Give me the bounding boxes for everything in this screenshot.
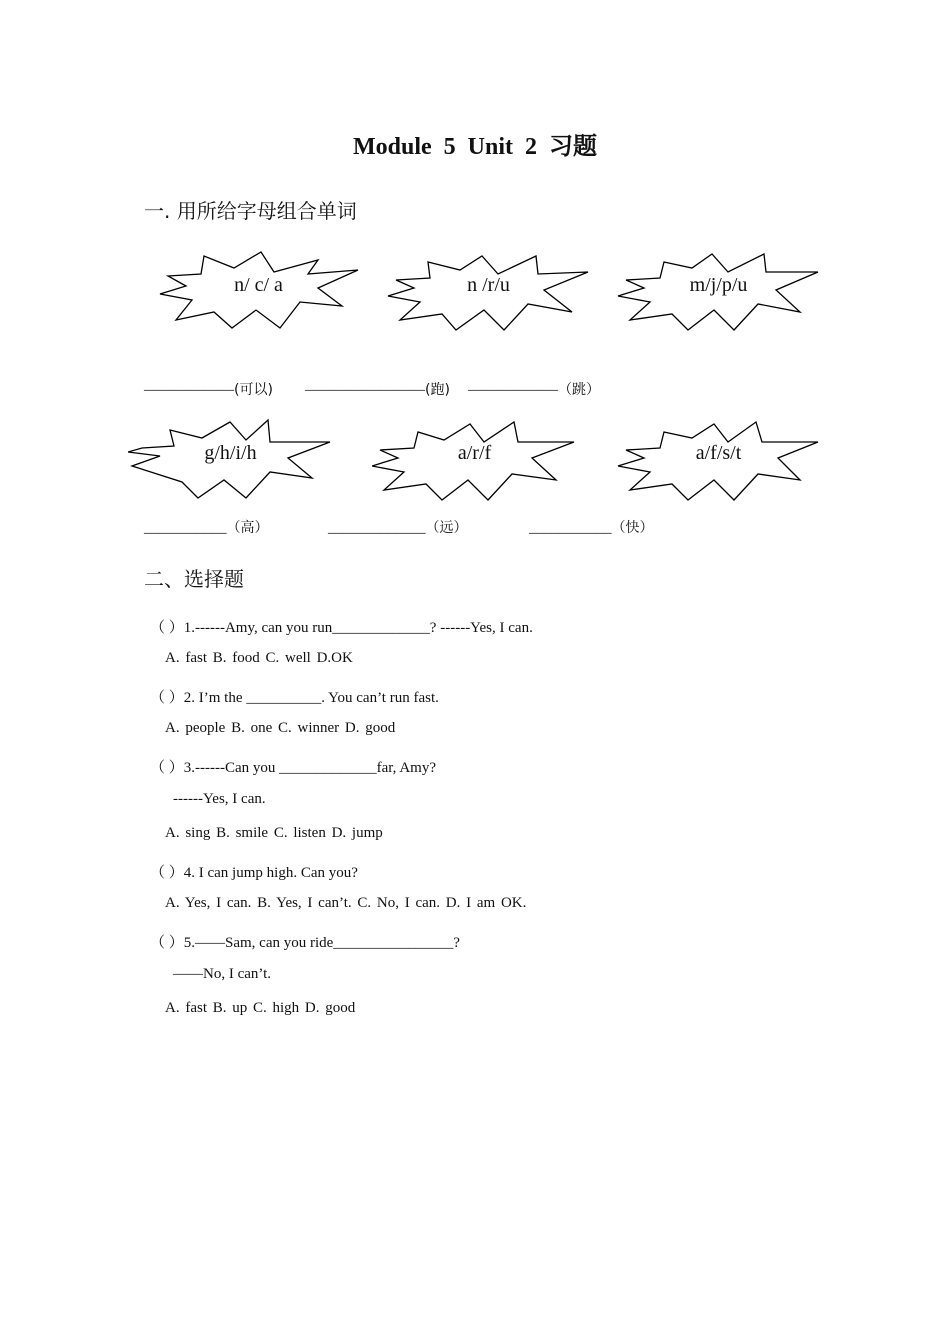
question-1-options: A. fast B. food C. well D.OK [165,650,353,666]
letter-burst-1 [156,248,361,330]
question-1[interactable]: （ ）1.------Amy, can you run_____________? ------Yes, I can. [150,620,533,636]
answer-line: ___________ [529,520,612,536]
letter-burst-2 [386,250,591,332]
question-2-options: A. people B. one C. winner D. good [165,720,396,736]
answer-line: —————— [468,382,558,398]
answer-hint: （跳） [558,382,600,398]
answer-line: ___________ [144,520,227,536]
answer-hint: (跑) [425,382,450,398]
answer-blank-6[interactable] [529,517,654,537]
page-title: Module 5 Unit 2 习题 [352,134,597,160]
letter-burst-3 [616,250,821,332]
answer-blank-4[interactable] [144,517,269,537]
answer-blank-1[interactable] [144,379,273,399]
question-2[interactable]: （ ）2. I’m the __________. You can’t run fast. [150,690,439,706]
burst-letters: g/h/i/h [204,442,257,464]
question-3[interactable]: （ ）3.------Can you _____________far, Amy? [150,760,437,776]
question-3-reply: ------Yes, I can. [173,791,266,807]
section1-heading: 一. 用所给字母组合单词 [144,199,357,223]
answer-line: —————— [144,382,234,398]
answer-blank-2[interactable] [305,379,450,399]
burst-letters: a/f/s/t [695,442,742,464]
answer-hint: （远） [425,520,468,536]
section2-heading: 二、选择题 [144,567,244,591]
burst-letters: a/r/f [457,442,492,464]
question-3-options: A. sing B. smile C. listen D. jump [165,825,383,841]
question-5[interactable]: （ ）5.——Sam, can you ride________________? [150,935,460,951]
letter-burst-5 [372,420,577,502]
burst-letters: n/ c/ a [234,274,283,296]
answer-line: ———————— [305,382,425,398]
letter-burst-4 [128,418,333,500]
burst-letters: m/j/p/u [689,274,748,296]
question-5-options: A. fast B. up C. high D. good [165,1000,356,1016]
question-4-options: A. Yes, I can. B. Yes, I can’t. C. No, I can. D. I am OK. [165,895,527,911]
letter-burst-6 [616,420,821,502]
answer-hint: (可以) [234,382,273,398]
answer-line: _____________ [328,520,426,536]
answer-hint: （高） [226,520,269,536]
question-4[interactable]: （ ）4. I can jump high. Can you? [150,865,358,881]
answer-hint: （快） [611,520,654,536]
burst-letters: n /r/u [467,274,510,296]
answer-blank-5[interactable] [328,517,468,537]
question-5-reply: ——No, I can’t. [173,966,272,982]
answer-blank-3[interactable] [468,379,600,399]
